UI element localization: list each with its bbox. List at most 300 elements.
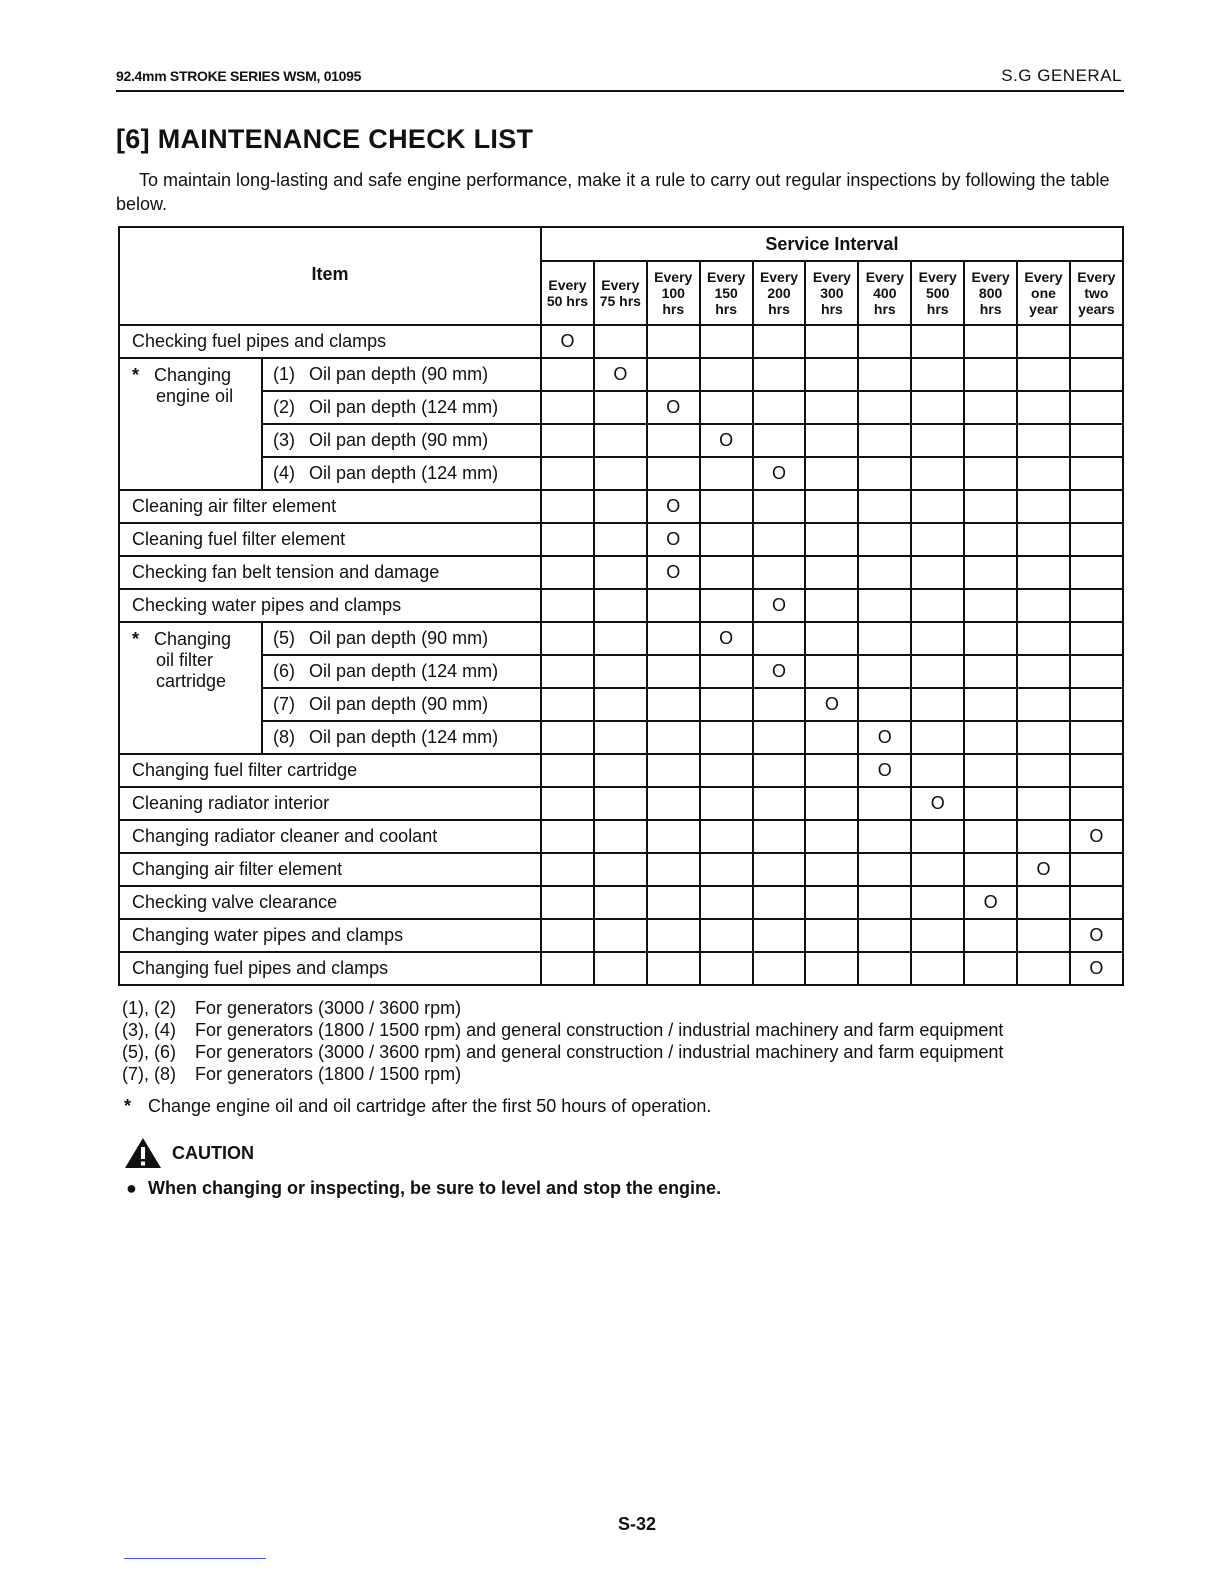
empty-cell: [753, 820, 806, 853]
empty-cell: [805, 886, 858, 919]
empty-cell: [911, 391, 964, 424]
footer-rule: [124, 1558, 266, 1559]
empty-cell: [647, 754, 700, 787]
check-mark: O: [1070, 919, 1123, 952]
item-label: Changing fuel filter cartridge: [119, 754, 541, 787]
sub-item-text: Oil pan depth (90 mm): [309, 430, 489, 450]
interval-header: [964, 261, 1017, 325]
empty-cell: [753, 919, 806, 952]
empty-cell: [753, 721, 806, 754]
interval-header-line: 500: [926, 285, 950, 301]
empty-cell: [805, 820, 858, 853]
empty-cell: [964, 490, 1017, 523]
empty-cell: [911, 556, 964, 589]
empty-cell: [541, 655, 594, 688]
empty-cell: [858, 853, 911, 886]
table-row: [119, 490, 1123, 523]
interval-header-line: one: [1031, 285, 1056, 301]
empty-cell: [594, 952, 647, 985]
check-mark: O: [647, 490, 700, 523]
sub-item-text: Oil pan depth (90 mm): [309, 364, 489, 384]
empty-cell: [858, 490, 911, 523]
empty-cell: [1070, 325, 1123, 358]
item-label: Changing radiator cleaner and coolant: [119, 820, 541, 853]
interval-header-line: 150: [714, 285, 738, 301]
table-row: [119, 589, 1123, 622]
item-label: Cleaning fuel filter element: [119, 523, 541, 556]
check-mark: O: [753, 589, 806, 622]
empty-cell: [700, 787, 753, 820]
footnote-text: For generators (3000 / 3600 rpm): [195, 998, 462, 1018]
empty-cell: [594, 622, 647, 655]
empty-cell: [1070, 688, 1123, 721]
empty-cell: [1017, 919, 1070, 952]
check-mark: O: [805, 688, 858, 721]
interval-header-line: 800: [978, 285, 1003, 301]
empty-cell: [700, 754, 753, 787]
empty-cell: [1017, 325, 1070, 358]
table-row: [119, 754, 1123, 787]
empty-cell: [1070, 754, 1123, 787]
empty-cell: [594, 721, 647, 754]
empty-cell: [1017, 688, 1070, 721]
empty-cell: [594, 886, 647, 919]
empty-cell: [647, 952, 700, 985]
interval-header-line: Every: [1024, 269, 1063, 285]
empty-cell: [753, 853, 806, 886]
empty-cell: [964, 853, 1017, 886]
empty-cell: [1017, 655, 1070, 688]
empty-cell: [594, 490, 647, 523]
empty-cell: [1070, 523, 1123, 556]
empty-cell: [805, 556, 858, 589]
empty-cell: [753, 325, 806, 358]
empty-cell: [647, 820, 700, 853]
empty-cell: [964, 523, 1017, 556]
empty-cell: [700, 853, 753, 886]
empty-cell: [541, 754, 594, 787]
interval-header-line: hrs: [926, 301, 949, 317]
empty-cell: [805, 655, 858, 688]
footnote-key: (1), (2): [122, 998, 176, 1018]
empty-cell: [541, 853, 594, 886]
maintenance-check-table: [118, 226, 1124, 986]
empty-cell: [1070, 424, 1123, 457]
empty-cell: [594, 655, 647, 688]
service-interval-header: Service Interval: [541, 227, 1123, 261]
check-mark: O: [1070, 820, 1123, 853]
interval-header-line: 400: [873, 285, 897, 301]
empty-cell: [700, 523, 753, 556]
empty-cell: [805, 919, 858, 952]
check-mark: O: [700, 622, 753, 655]
empty-cell: [541, 424, 594, 457]
sub-item-label: [262, 622, 541, 655]
interval-header-line: Every: [548, 277, 587, 293]
empty-cell: [1017, 820, 1070, 853]
empty-cell: [964, 721, 1017, 754]
empty-cell: [964, 754, 1017, 787]
empty-cell: [1017, 952, 1070, 985]
empty-cell: [805, 490, 858, 523]
empty-cell: [964, 325, 1017, 358]
sub-item-text: Oil pan depth (90 mm): [309, 694, 489, 714]
check-mark: O: [647, 556, 700, 589]
table-row: [119, 391, 1123, 424]
group-label-line: oil filter: [156, 650, 214, 670]
empty-cell: [753, 391, 806, 424]
interval-header-line: Every: [865, 269, 904, 285]
empty-cell: [911, 358, 964, 391]
empty-cell: [647, 622, 700, 655]
empty-cell: [541, 721, 594, 754]
interval-header-line: hrs: [821, 301, 843, 317]
empty-cell: [700, 556, 753, 589]
empty-cell: [753, 358, 806, 391]
interval-header: [911, 261, 964, 325]
empty-cell: [911, 853, 964, 886]
footnote-key: (3), (4): [122, 1020, 176, 1040]
sub-item-number: (5): [273, 628, 295, 648]
check-mark: O: [753, 457, 806, 490]
empty-cell: [594, 754, 647, 787]
interval-header: [753, 261, 806, 325]
empty-cell: [647, 358, 700, 391]
empty-cell: [964, 589, 1017, 622]
empty-cell: [1017, 754, 1070, 787]
empty-cell: [858, 457, 911, 490]
table-row: [119, 523, 1123, 556]
empty-cell: [541, 919, 594, 952]
empty-cell: [700, 688, 753, 721]
check-mark: O: [541, 325, 594, 358]
sub-item-text: Oil pan depth (90 mm): [309, 628, 489, 648]
sub-item-label: [262, 424, 541, 457]
check-mark: O: [911, 787, 964, 820]
empty-cell: [541, 820, 594, 853]
table-row: [119, 886, 1123, 919]
sub-item-number: (1): [273, 364, 295, 384]
empty-cell: [647, 787, 700, 820]
empty-cell: [647, 589, 700, 622]
interval-header-line: hrs: [873, 301, 896, 317]
sub-item-number: (3): [273, 430, 295, 450]
empty-cell: [911, 721, 964, 754]
empty-cell: [541, 358, 594, 391]
star-note: [124, 1096, 711, 1117]
interval-header: [858, 261, 911, 325]
empty-cell: [1070, 490, 1123, 523]
empty-cell: [964, 787, 1017, 820]
sub-item-text: Oil pan depth (124 mm): [309, 661, 499, 681]
empty-cell: [911, 490, 964, 523]
interval-header-line: years: [1078, 301, 1115, 317]
page-title: [6] MAINTENANCE CHECK LIST: [116, 124, 534, 154]
empty-cell: [964, 952, 1017, 985]
check-mark: O: [858, 721, 911, 754]
empty-cell: [911, 952, 964, 985]
empty-cell: [964, 655, 1017, 688]
empty-cell: [700, 820, 753, 853]
empty-cell: [541, 787, 594, 820]
sub-item-text: Oil pan depth (124 mm): [309, 463, 499, 483]
empty-cell: [858, 952, 911, 985]
empty-cell: [805, 754, 858, 787]
table-row: [119, 787, 1123, 820]
check-mark: O: [647, 391, 700, 424]
empty-cell: [1017, 589, 1070, 622]
empty-cell: [700, 655, 753, 688]
empty-cell: [805, 721, 858, 754]
empty-cell: [911, 589, 964, 622]
manual-code: 92.4mm STROKE SERIES WSM, 01095: [116, 68, 362, 84]
empty-cell: [753, 754, 806, 787]
footnote: [122, 1041, 1003, 1063]
table-row: [119, 424, 1123, 457]
check-mark: O: [753, 655, 806, 688]
empty-cell: [1017, 886, 1070, 919]
empty-cell: [805, 787, 858, 820]
table-row: [119, 622, 1123, 655]
empty-cell: [858, 886, 911, 919]
empty-cell: [1070, 655, 1123, 688]
empty-cell: [594, 589, 647, 622]
empty-cell: [541, 886, 594, 919]
interval-header-line: hrs: [768, 301, 790, 317]
empty-cell: [1017, 424, 1070, 457]
empty-cell: [700, 886, 753, 919]
empty-cell: [805, 424, 858, 457]
empty-cell: [911, 622, 964, 655]
empty-cell: [647, 886, 700, 919]
group-label-line: engine oil: [156, 386, 234, 406]
empty-cell: [700, 589, 753, 622]
caution-label: CAUTION: [172, 1142, 254, 1163]
empty-cell: [594, 688, 647, 721]
empty-cell: [858, 391, 911, 424]
empty-cell: [911, 820, 964, 853]
bullet-dot: ●: [126, 1178, 137, 1198]
empty-cell: [1017, 523, 1070, 556]
interval-header-line: 75 hrs: [599, 293, 641, 309]
empty-cell: [753, 523, 806, 556]
table-row: [119, 952, 1123, 985]
empty-cell: [964, 688, 1017, 721]
table-row: [119, 919, 1123, 952]
table-row: [119, 688, 1123, 721]
check-mark: O: [700, 424, 753, 457]
interval-header-line: Every: [812, 269, 851, 285]
interval-header-line: Every: [1077, 269, 1116, 285]
empty-cell: [858, 919, 911, 952]
empty-cell: [541, 622, 594, 655]
empty-cell: [1070, 886, 1123, 919]
interval-header-line: year: [1029, 301, 1058, 317]
interval-header-line: Every: [759, 269, 799, 285]
table-row: [119, 358, 1123, 391]
interval-header: [805, 261, 858, 325]
asterisk: *: [124, 1096, 132, 1116]
empty-cell: [911, 655, 964, 688]
empty-cell: [911, 424, 964, 457]
empty-cell: [541, 556, 594, 589]
sub-item-label: [262, 457, 541, 490]
interval-header: [1070, 261, 1123, 325]
group-label-oil-filter: [119, 622, 262, 754]
empty-cell: [805, 523, 858, 556]
item-label: Checking valve clearance: [119, 886, 541, 919]
empty-cell: [753, 424, 806, 457]
empty-cell: [1070, 391, 1123, 424]
interval-header-line: Every: [971, 269, 1010, 285]
footnote-text: For generators (1800 / 1500 rpm) and general construction / industrial machinery and farm equipment: [195, 1020, 1004, 1040]
empty-cell: [1070, 622, 1123, 655]
empty-cell: [964, 391, 1017, 424]
item-label: Changing water pipes and clamps: [119, 919, 541, 952]
group-label-line: Changing: [154, 365, 232, 385]
empty-cell: [805, 391, 858, 424]
item-label: Checking fuel pipes and clamps: [119, 325, 541, 358]
interval-header-line: 200: [767, 285, 791, 301]
empty-cell: [1070, 457, 1123, 490]
sub-item-label: [262, 358, 541, 391]
sub-item-label: [262, 688, 541, 721]
empty-cell: [1017, 391, 1070, 424]
empty-cell: [805, 589, 858, 622]
empty-cell: [594, 424, 647, 457]
interval-header-line: Every: [601, 277, 640, 293]
sub-item-label: [262, 721, 541, 754]
empty-cell: [753, 952, 806, 985]
check-mark: O: [594, 358, 647, 391]
empty-cell: [1017, 721, 1070, 754]
empty-cell: [700, 391, 753, 424]
empty-cell: [911, 919, 964, 952]
table-row: [119, 853, 1123, 886]
empty-cell: [753, 787, 806, 820]
footnote-text: For generators (3000 / 3600 rpm) and general construction / industrial machinery and farm equipment: [195, 1042, 1004, 1062]
interval-header-line: 300: [820, 285, 844, 301]
empty-cell: [858, 556, 911, 589]
group-label-line: Changing: [154, 629, 232, 649]
interval-header: [647, 261, 700, 325]
sub-item-number: (8): [273, 727, 295, 747]
empty-cell: [594, 556, 647, 589]
empty-cell: [647, 721, 700, 754]
caution-text: When changing or inspecting, be sure to level and stop the engine.: [148, 1178, 722, 1198]
empty-cell: [1070, 589, 1123, 622]
empty-cell: [1017, 358, 1070, 391]
empty-cell: [753, 490, 806, 523]
table-row: [119, 721, 1123, 754]
interval-header-line: hrs: [979, 301, 1002, 317]
empty-cell: [647, 325, 700, 358]
footnotes: [122, 997, 1003, 1085]
empty-cell: [647, 655, 700, 688]
empty-cell: [858, 523, 911, 556]
empty-cell: [911, 457, 964, 490]
empty-cell: [964, 358, 1017, 391]
empty-cell: [594, 457, 647, 490]
sub-item-number: (2): [273, 397, 295, 417]
empty-cell: [1070, 853, 1123, 886]
table-row: [119, 820, 1123, 853]
empty-cell: [911, 688, 964, 721]
empty-cell: [858, 358, 911, 391]
empty-cell: [594, 853, 647, 886]
footnote-key: (7), (8): [122, 1064, 176, 1084]
empty-cell: [858, 622, 911, 655]
footnote: [122, 1019, 1003, 1041]
item-label: Changing air filter element: [119, 853, 541, 886]
sub-item-number: (4): [273, 463, 295, 483]
empty-cell: [594, 523, 647, 556]
group-label-engine-oil: [119, 358, 262, 490]
interval-header-line: 50 hrs: [546, 293, 589, 309]
table-row: [119, 655, 1123, 688]
table-row: [119, 457, 1123, 490]
empty-cell: [541, 457, 594, 490]
item-label: Cleaning radiator interior: [119, 787, 541, 820]
empty-cell: [858, 820, 911, 853]
item-label: Changing fuel pipes and clamps: [119, 952, 541, 985]
empty-cell: [541, 391, 594, 424]
empty-cell: [911, 754, 964, 787]
section-name: S.G GENERAL: [1001, 66, 1122, 85]
group-label-line: cartridge: [156, 671, 227, 691]
empty-cell: [753, 556, 806, 589]
empty-cell: [964, 622, 1017, 655]
check-mark: O: [858, 754, 911, 787]
table-row: [119, 325, 1123, 358]
empty-cell: [911, 523, 964, 556]
item-label: Checking fan belt tension and damage: [119, 556, 541, 589]
empty-cell: [911, 325, 964, 358]
empty-cell: [753, 688, 806, 721]
empty-cell: [1070, 787, 1123, 820]
empty-cell: [700, 358, 753, 391]
intro-paragraph: To maintain long-lasting and safe engine performance, make it a rule to carry out regular inspections by following the table below.: [116, 170, 1110, 214]
empty-cell: [541, 589, 594, 622]
empty-cell: [858, 787, 911, 820]
empty-cell: [541, 688, 594, 721]
empty-cell: [805, 622, 858, 655]
empty-cell: [594, 325, 647, 358]
interval-header-line: 100: [661, 285, 685, 301]
interval-header-line: hrs: [715, 301, 738, 317]
empty-cell: [858, 424, 911, 457]
empty-cell: [700, 919, 753, 952]
sub-item-text: Oil pan depth (124 mm): [309, 397, 499, 417]
footnote: [122, 1063, 1003, 1085]
empty-cell: [647, 919, 700, 952]
empty-cell: [647, 457, 700, 490]
footnote-text: For generators (1800 / 1500 rpm): [195, 1064, 462, 1084]
empty-cell: [647, 424, 700, 457]
empty-cell: [700, 721, 753, 754]
interval-header-line: Every: [654, 269, 693, 285]
empty-cell: [805, 952, 858, 985]
check-mark: O: [1017, 853, 1070, 886]
empty-cell: [700, 457, 753, 490]
empty-cell: [700, 952, 753, 985]
item-label: Checking water pipes and clamps: [119, 589, 541, 622]
empty-cell: [1017, 457, 1070, 490]
page-header: [116, 66, 1124, 92]
empty-cell: [541, 523, 594, 556]
footnote-key: (5), (6): [122, 1042, 176, 1062]
empty-cell: [964, 457, 1017, 490]
